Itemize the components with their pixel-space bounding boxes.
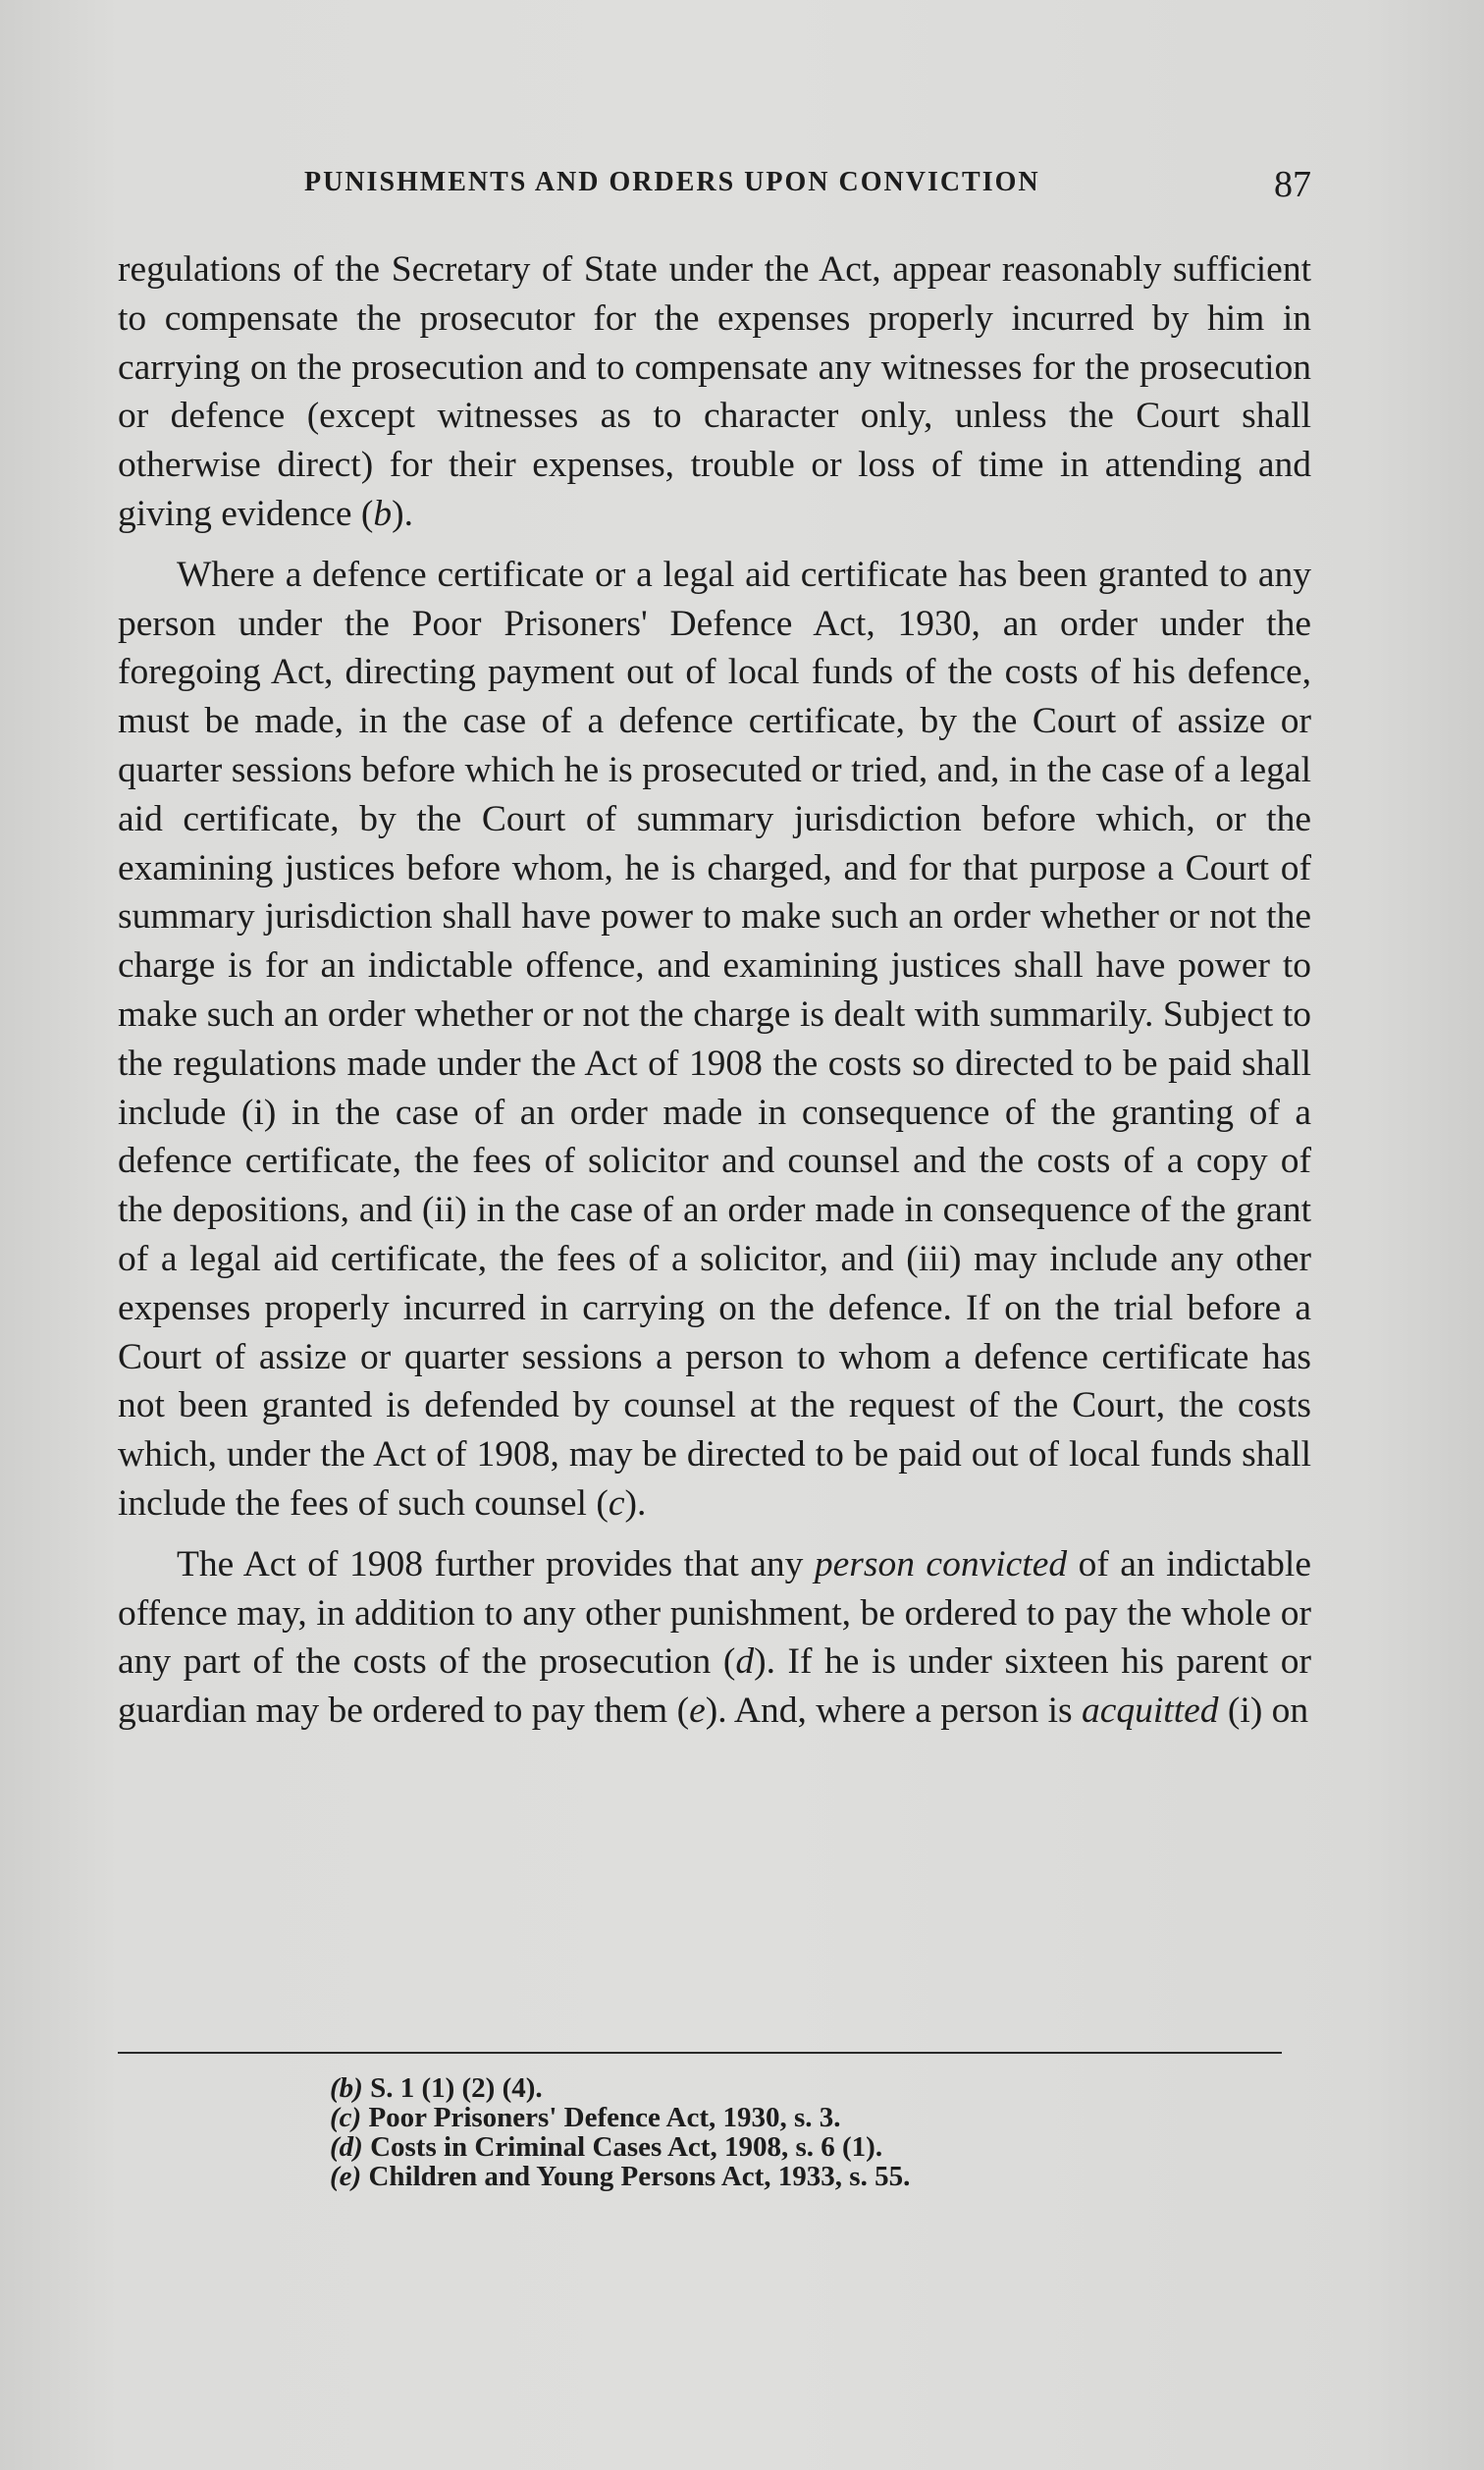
page-number: 87 <box>1274 164 1311 205</box>
running-head <box>118 163 1311 212</box>
paragraph-2: Where a defence certificate or a legal aid certificate has been granted to any person under the Poor Prisoners' Defence Act, 1930, an order under the foregoing Act, directing payment out of local funds of the costs of his defence, must be made, in the case of a defence certificate, by the Court of assize or quarter sessions before which he is prosecuted or tried, and, in the case of a legal aid certificate, by the Court of summary jurisdiction before which, or the examining justices before whom, he is charged, and for that purpose a Court of summary jurisdiction shall have power to make such an order whether or not the charge is for an indictable offence, and examining justices shall have power to make such an order whether or not the charge is dealt with summarily. Subject to the regulations made under the Act of 1908 the costs so directed to be paid shall include (i) in the case of an order made in consequence of the granting of a defence certificate, the fees of solicitor and counsel and the costs of a copy of the depositions, and (ii) in the case of an order made in consequence of the grant of a legal aid certificate, the fees of a solicitor, and (iii) may include any other expenses properly incurred in carrying on the defence. If on the trial before a Court of assize or quarter sessions a person to whom a defence certificate has not been granted is defended by counsel at the request of the Court, the costs which, under the Act of 1908, may be directed to be paid out of local funds shall include the fees of such counsel (c). <box>118 554 1311 1524</box>
footnote-mark: (e) <box>330 2161 362 2192</box>
footnote-ref-d: d <box>735 1641 755 1683</box>
body-text <box>118 245 1311 1736</box>
emphasis-person-convicted: person convicted <box>814 1543 1068 1584</box>
running-title: PUNISHMENTS AND ORDERS UPON CONVICTION <box>304 167 1040 197</box>
footnote-d: (d) Costs in Criminal Cases Act, 1908, s. 6 (1). <box>330 2131 883 2163</box>
footnote-divider <box>118 2052 1282 2054</box>
footnote-mark: (c) <box>330 2102 362 2133</box>
footnote-ref-b: b <box>373 493 393 534</box>
footnote-c: (c) Poor Prisoners' Defence Act, 1930, s. 3. <box>330 2102 841 2133</box>
footnote-mark: (b) <box>330 2072 363 2104</box>
footnote-ref-e: e <box>689 1691 706 1732</box>
emphasis-acquitted: acquitted <box>1081 1691 1219 1732</box>
footnotes <box>330 2073 1213 2191</box>
footnote-ref-c: c <box>608 1482 625 1524</box>
footnote-mark: (d) <box>330 2131 363 2163</box>
footnote-b: (b) S. 1 (1) (2) (4). <box>330 2072 543 2104</box>
paragraph-1: regulations of the Secretary of State under the Act, appear reasonably sufficient to compensate the prosecutor for the expenses properly incurred by him in carrying on the prosecution and to compensate any witnesses for the prosecution or defence (except witnesses as to character only, unless the Court shall otherwise direct) for their expenses, trouble or loss of time in attending and giving evidence (b). <box>118 249 1311 534</box>
paragraph-3: The Act of 1908 further provides that any person convicted of an indictable offence may, in addition to any other punishment, be ordered to pay the whole or any part of the costs of the prosecution (d). If he is under sixteen his parent or guardian may be ordered to pay them (e). And, where a person is acquitted (i) on <box>118 1543 1311 1732</box>
footnote-e: (e) Children and Young Persons Act, 1933, s. 55. <box>330 2161 911 2192</box>
